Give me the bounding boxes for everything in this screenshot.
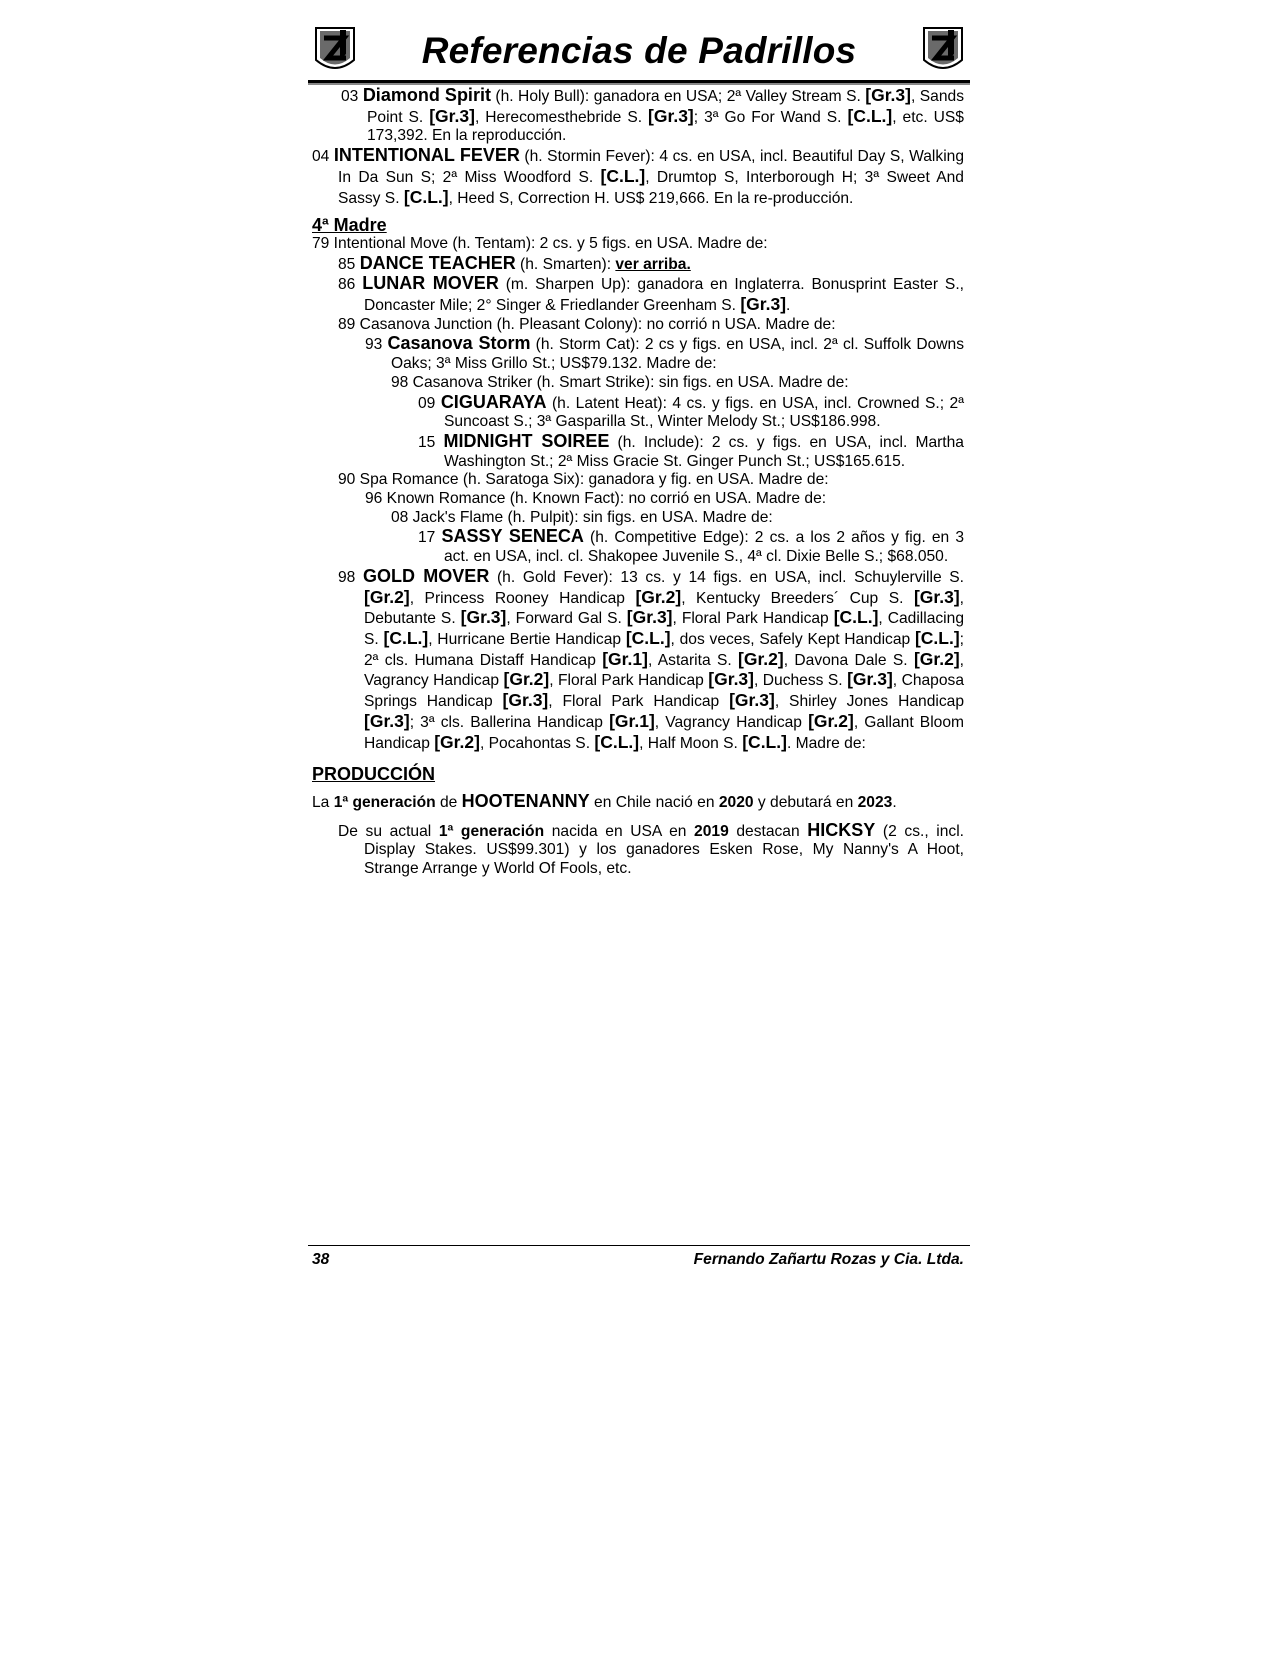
pedigree-entry [312,567,964,753]
race-grade: [Gr.3] [648,105,694,126]
race-grade: [Gr.3] [502,690,549,711]
race-grade: [Gr.3] [429,105,475,126]
entry-text: , Hurricane Bertie Handicap [428,630,626,648]
race-grade: [Gr.2] [364,586,410,607]
entry-text: (h. Competitive Edge): 2 cs. a los 2 años y fig. en 3 act. en USA, incl. cl. Shakopee Juvenile S., 4ª cl. Dixie Belle S.; $68.050. [444,529,964,566]
race-grade: [Gr.2] [434,731,480,752]
production-heading: PRODUCCIÓN [312,764,436,785]
pedigree-body [312,86,964,879]
entry-text: 08 Jack's Flame (h. Pulpit): sin figs. en USA. Madre de: [391,508,773,526]
footer-divider [308,1245,970,1246]
pedigree-entry [312,509,964,528]
entry-text: 98 Casanova Striker (h. Smart Strike): sin figs. en USA. Madre de: [391,373,849,391]
entry-text: , Pocahontas S. [479,734,595,752]
entry-text: ; 2ª cls. Humana Distaff Handicap [364,630,964,669]
entry-text: (h. Include): 2 cs. y figs. en USA, incl. Martha Washington St.; 2ª Miss Gracie St. Ginger Punch St.; US$165.615. [444,433,964,470]
race-grade: [C.L.] [914,627,960,648]
entry-text: 03 [341,88,363,105]
entry-text: , Forward Gal S. [506,610,627,628]
page-number: 38 [312,1251,330,1268]
pedigree-entry [312,274,964,315]
entry-text: , Kentucky Breeders´ Cup S. [681,589,914,607]
pedigree-entry [312,374,964,393]
entry-text: (h. Smarten): [515,255,616,273]
entry-text: , Princess Rooney Handicap [409,589,636,607]
horse-name: HICKSY [807,819,876,840]
horse-name: LUNAR MOVER [362,273,499,294]
entry-text: 90 Spa Romance (h. Saratoga Six): ganadora y fig. en USA. Madre de: [338,471,829,489]
entry-text: , Astarita S. [647,651,739,669]
entry-text: , dos veces, Safely Kept Handicap [670,630,915,648]
pedigree-entry [312,334,964,373]
pedigree-entry [312,393,964,432]
entry-text: 89 Casanova Junction (h. Pleasant Colony): no corrió n USA. Madre de: [338,315,836,333]
entry-text: (m. Sharpen Up): ganadora en Inglaterra. Bonusprint Easter S., Doncaster Mile; 2° Singer & Friedlander Greenham S. [364,276,965,315]
race-grade: [Gr.3] [913,586,960,607]
emphasis: 2019 [694,822,729,840]
entry-text: 04 [312,148,334,166]
race-grade: [Gr.2] [738,648,784,669]
see-above-ref: ver arriba. [615,255,691,273]
entry-text: , Floral Park Handicap [672,610,834,628]
race-grade: [Gr.2] [635,586,682,607]
entry-text: (h. Holy Bull): ganadora en USA; 2ª Valley Stream S. [490,88,866,105]
entry-text: , Sands Point S. [367,88,964,126]
entry-text: , Vagrancy Handicap [654,713,809,731]
entry-text: La [312,793,334,811]
entry-text: , Vagrancy Handicap [364,651,965,690]
entry-text: 09 [418,394,441,412]
entry-text: 15 [418,433,444,451]
entry-text: , Chaposa Springs Handicap [364,672,964,711]
entry-text: y debutará en [753,793,858,811]
entry-text: , Gallant Bloom Handicap [364,713,964,752]
race-grade: [C.L.] [625,627,671,648]
entry-text: destacan [728,822,808,840]
horse-name: Diamond Spirit [362,85,491,105]
entry-text: de [435,793,462,811]
entry-text: (h. Storm Cat): 2 cs y figs. en USA, incl. 2ª cl. Suffolk Downs Oaks; 3ª Miss Grillo St.; US$79.132. Madre de: [391,336,964,373]
race-grade: [Gr.3] [729,690,775,711]
entry-text: , etc. US$ 173,392. En la reproducción. [367,108,964,145]
entry-text: en Chile nació en [589,793,719,811]
emphasis: 2020 [718,793,754,811]
pedigree-entry [312,432,964,471]
horse-name: GOLD MOVER [363,565,490,586]
race-grade: [C.L.] [594,731,640,752]
entry-text: , Half Moon S. [639,734,743,752]
race-grade: [C.L.] [742,731,787,752]
entry-text: De su actual [338,822,439,840]
zr-monogram-logo-icon [918,24,968,76]
pedigree-entry [312,316,964,335]
entry-text: 96 Known Romance (h. Known Fact): no corrió en USA. Madre de: [365,490,827,508]
pedigree-entry [312,146,964,208]
entry-text: . [892,793,897,811]
race-grade: [Gr.3] [740,294,787,315]
entry-text: 79 Intentional Move (h. Tentam): 2 cs. y 5 figs. en USA. Madre de: [312,234,768,252]
horse-name: MIDNIGHT SOIREE [443,430,610,451]
entry-text: , Floral Park Handicap [548,693,730,711]
entry-text: , Cadillacing S. [364,610,964,648]
horse-name: DANCE TEACHER [359,252,516,273]
entry-text: . Madre de: [786,734,866,752]
horse-name: INTENTIONAL FEVER [333,145,520,166]
emphasis: 1ª generación [333,793,436,811]
entry-text: . [786,297,791,315]
page-header [308,20,970,86]
horse-name: Casanova Storm [387,333,531,354]
entry-text: , Herecomesthebride S. [474,108,649,126]
entry-text: 86 [338,276,363,294]
entry-text: , Duchess S. [754,672,848,690]
entry-text: (2 cs., incl. Display Stakes. US$99.301) y los ganadores Esken Rose, My Nanny's A Hoot, Strange Arrange y World Of Fools, etc. [364,822,964,878]
pedigree-entry [312,86,964,146]
entry-text: (h. Gold Fever): 13 cs. y 14 figs. en USA, incl. Schuylerville S. [489,568,964,586]
entry-text: (h. Stormin Fever): 4 cs. en USA, incl. Beautiful Day S, Walking In Da Sun S; 2ª Miss Woodford S. [338,148,965,186]
emphasis: 2023 [857,793,893,811]
race-grade: [Gr.3] [708,669,754,690]
horse-name: CIGUARAYA [440,391,547,412]
entry-text: 85 [338,255,360,273]
race-grade: [C.L.] [383,627,429,648]
entry-text: 93 [365,336,388,354]
entry-text: , Heed S, Correction H. US$ 219,666. En la re-producción. [448,189,854,207]
entry-text: , Drumtop S, Interborough H; 3ª Sweet And Sassy S. [338,168,964,207]
race-grade: [C.L.] [833,607,879,628]
horse-name: HOOTENANNY [461,790,590,811]
emphasis: 1ª generación [438,822,545,840]
race-grade: [Gr.3] [460,607,507,628]
entry-text: 17 [418,529,442,547]
race-grade: [Gr.2] [503,669,550,690]
race-grade: [Gr.3] [865,85,911,105]
pedigree-entry [312,235,964,254]
race-grade: [Gr.1] [602,648,648,669]
entry-text: , Debutante S. [364,589,964,628]
company-name: Fernando Zañartu Rozas y Cia. Ltda. [693,1251,964,1268]
horse-name: SASSY SENECA [441,526,584,547]
race-grade: [C.L.] [847,105,893,126]
pedigree-entry [312,471,964,490]
race-grade: [C.L.] [403,186,449,207]
pedigree-entry [312,254,964,275]
entry-text: nacida en USA en [544,822,695,840]
entry-text: ; 3ª Go For Wand S. [693,108,848,126]
entry-text: , Shirley Jones Handicap [774,693,964,711]
entry-text: ; 3ª cls. Ballerina Handicap [409,713,610,731]
race-grade: [Gr.3] [626,607,673,628]
entry-text: , Davona Dale S. [783,651,914,669]
race-grade: [Gr.3] [364,710,410,731]
race-grade: [Gr.3] [847,669,893,690]
production-paragraph [312,792,964,813]
header-divider [308,80,970,83]
pedigree-entry [312,490,964,509]
race-grade: [Gr.2] [913,648,960,669]
entry-text: 98 [338,568,363,586]
race-grade: [Gr.2] [808,710,854,731]
page-title: Referencias de Padrillos [421,30,857,71]
race-grade: [Gr.1] [609,710,655,731]
pedigree-entry [312,527,964,566]
entry-text: , Floral Park Handicap [549,672,709,690]
race-grade: [C.L.] [600,165,646,186]
entry-text: (h. Latent Heat): 4 cs. y figs. en USA, incl. Crowned S.; 2ª Suncoast S.; 3ª Gasparilla St., Winter Melody St.; US$186.998. [444,394,964,431]
production-paragraph [312,821,964,879]
fourth-dam-heading: 4ª Madre [312,215,387,236]
